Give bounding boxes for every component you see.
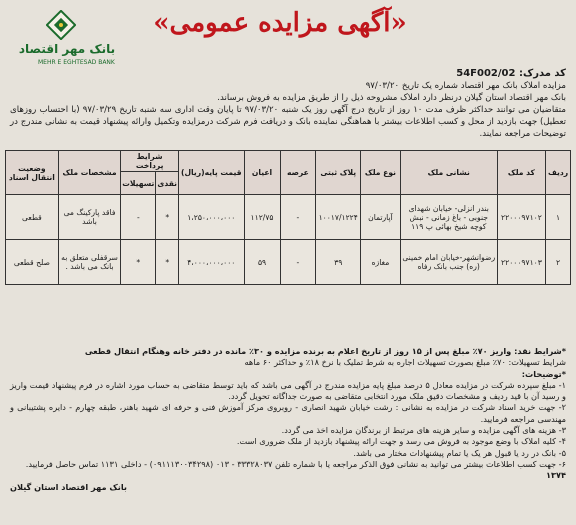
col-spec: مشخصات ملک: [58, 151, 121, 195]
cell-cash: *: [156, 195, 179, 240]
col-row: ردیف: [546, 151, 571, 195]
note-item: ۲- جهت خرید اسناد شرکت در مزایده به نشانی : رشت خیابان شهید انصاری - روبروی مرکز آموزش فنی و حرفه ای شهید باهنر، طبقه چهارم - دایره پشتیبانی و مهندسی مراجعه فرمایید.: [10, 402, 566, 424]
col-ayan: اعیان: [244, 151, 280, 195]
note-item: ۶- جهت کسب اطلاعات بیشتر می توانید به نشانی فوق الذکر مراجعه یا با شماره تلفن ۳۳۳۲۸۰۳۷ - ۰۱۳ (۰۹۱۱۱۳۰۰۳۴۲۹۸) - داخلی ۱۱۳۱ تماس حاصل فرمایید.: [25, 458, 566, 469]
conditions-section: [10, 346, 566, 493]
intro-line-1: مزایده املاک بانک مهر اقتصاد شماره یک تاریخ ۹۷/۰۳/۲۰: [365, 81, 566, 91]
notes-title: *توضیحات:: [521, 368, 566, 379]
cell-plaque: ۱۰۰۱۷/۱۲۲۴: [316, 195, 361, 240]
col-loan: تسهیلات: [121, 172, 156, 195]
col-type: نوع ملک: [361, 151, 401, 195]
cell-plaque: ۳۹: [316, 240, 361, 285]
doc-code-value: 54F002/02: [456, 68, 516, 79]
bank-emblem-icon: [46, 10, 76, 40]
cell-type: مغازه: [361, 240, 401, 285]
bank-name-latin: MEHR E EGHTESAD BANK: [38, 59, 115, 66]
cell-spec: سرقفلی متعلق به بانک می باشد .: [58, 240, 121, 285]
intro-text: [10, 80, 566, 140]
col-cash: نقدی: [156, 172, 179, 195]
cell-type: آپارتمان: [361, 195, 401, 240]
cell-row: ۲: [546, 240, 571, 285]
cell-arse: -: [280, 195, 316, 240]
col-payment: شرایط پرداخت: [121, 151, 179, 172]
col-arse: عرصه: [280, 151, 316, 195]
col-plaque: پلاک ثبتی: [316, 151, 361, 195]
col-transfer: وضعیت انتقال اسناد: [6, 151, 59, 195]
cell-transfer: قطعی: [6, 195, 59, 240]
cell-address: رضوانشهر-خیابان امام خمینی (ره) جنب بانک رفاه: [400, 240, 497, 285]
cell-price: ۴،۰۰۰،۰۰۰،۰۰۰: [179, 240, 245, 285]
bank-logo: [8, 10, 126, 68]
col-address: نشانی ملک: [400, 151, 497, 195]
table-row: [6, 240, 571, 285]
cell-address: بندر انزلی- خیابان شهدای جنوبی - باغ زمانی - نبش کوچه شیخ بهائی پ ۱۱۹: [400, 195, 497, 240]
cell-price: ۱،۲۵۰،۰۰۰،۰۰۰: [179, 195, 245, 240]
note-number: ۱۳۷۴: [546, 470, 566, 481]
loan-terms: شرایط تسهیلات: ۷۰٪ مبلغ بصورت تسهیلات اجاره به شرط تملیک با نرخ ۱۸٪ و حداکثر ۶۰ ماهه: [244, 357, 566, 368]
col-code: کد ملک: [497, 151, 546, 195]
cell-row: ۱: [546, 195, 571, 240]
properties-table: [5, 150, 571, 285]
cell-code: ۲۲۰۰۰۹۷۱۰۳: [497, 240, 546, 285]
bank-name-logo: بانک مهر اقتصاد: [18, 42, 116, 56]
table-row: [6, 195, 571, 240]
cell-ayan: ۵۹: [244, 240, 280, 285]
note-item: ۴- کلیه املاک با وضع موجود به فروش می رسد و جهت ارائه پیشنهاد بازدید از ملک ضروری است.: [236, 436, 566, 447]
cell-code: ۲۲۰۰۰۹۷۱۰۲: [497, 195, 546, 240]
cell-ayan: ۱۱۲/۷۵: [244, 195, 280, 240]
col-price: قیمت پایه(ریال): [179, 151, 245, 195]
cell-loan: -: [121, 195, 156, 240]
note-item: ۱- مبلغ سپرده شرکت در مزایده معادل ۵ درصد مبلغ پایه مزایده مندرج در آگهی می باشد که باید توسط متقاضی به حساب مورد اشاره در فرم پیشنهاد قیمت واریز و رسید آن با قید ردیف و مشخصات دقیق ملک مورد انتخابی متقاضی به صورت جداگانه تحویل گردد.: [10, 379, 567, 402]
cash-terms: *شرایط نقد: واریز ۷۰٪ مبلغ پس از ۱۵ روز از تاریخ اعلام به برنده مزایده و ۳۰٪ مانده در دفتر خانه وهنگام انتقال قطعی: [84, 346, 566, 356]
cell-arse: -: [280, 240, 316, 285]
cell-loan: *: [121, 240, 156, 285]
cell-transfer: صلح قطعی: [6, 240, 59, 285]
note-item: ۳- هزینه های آگهی مزایده و سایر هزینه های مرتبط از برندگان مزایده اخذ می گردد.: [281, 425, 566, 436]
signature: بانک مهر اقتصاد استان گیلان: [10, 481, 127, 492]
cell-cash: *: [156, 240, 179, 285]
intro-line-3: متقاضیان می توانند حداکثر ظرف مدت ۱۰ روز از تاریخ درج آگهی روز یک شنبه ۹۷/۰۳/۲۰ تا پایان وقت اداری سه شنبه تاریخ ۹۷/۰۳/۲۹ (با احتساب روزهای تعطیل) جهت بازدید از محل و کسب اطلاعات بیشتر با هماهنگی نماینده بانک و دریافت فرم شرکت درمزایده وتکمیل وارائه پیشنهاد قیمت به نشانی مندرج در توضیحات مراجعه نمایند.: [10, 105, 567, 139]
document-code: [456, 68, 566, 79]
intro-line-2: بانک مهر اقتصاد استان گیلان درنظر دارد املاک مشروحه ذیل را از طریق مزایده به فروش برساند.: [217, 93, 566, 103]
doc-code-label: کد مدرک:: [518, 68, 566, 79]
notice-title: «آگهی مزایده عمومی»: [153, 8, 407, 38]
note-item: ۵- بانک در رد یا قبول هر یک یا تمام پیشنهادات مختار می باشد.: [353, 447, 566, 458]
cell-spec: فاقد پارکینگ می باشد: [58, 195, 121, 240]
table-header-row: [6, 151, 571, 172]
